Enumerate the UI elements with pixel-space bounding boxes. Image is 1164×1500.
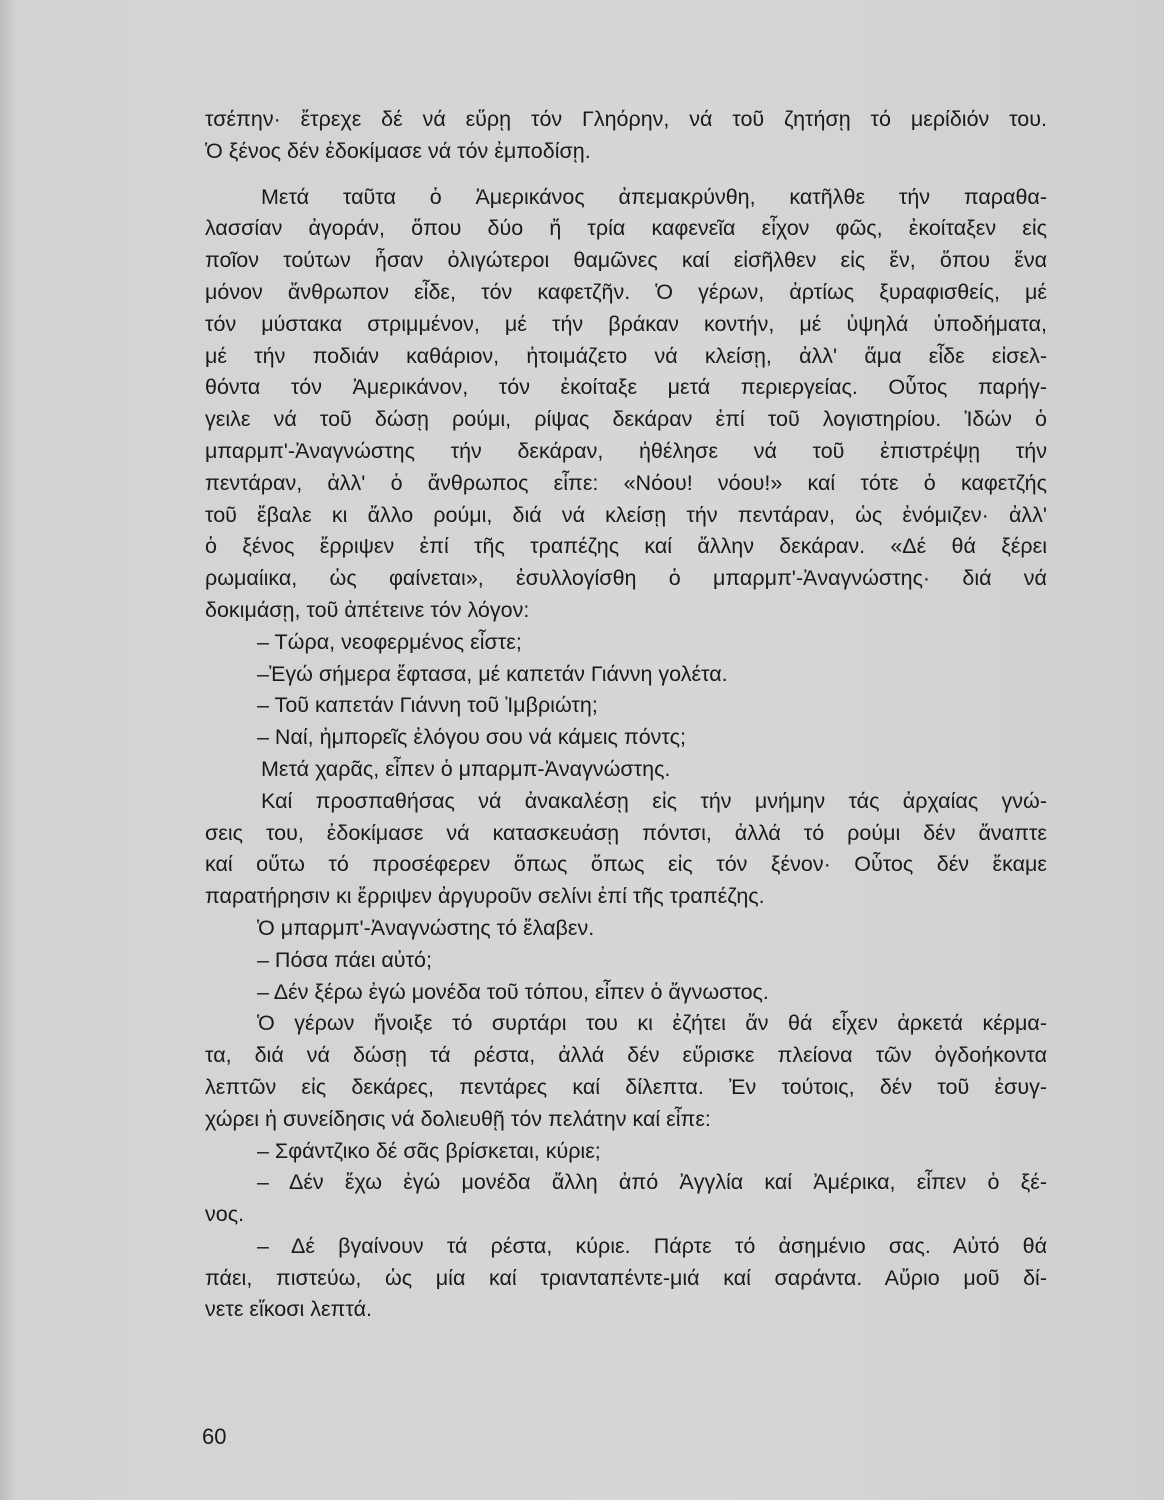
paragraph-gap	[205, 168, 1047, 182]
text-line: δοκιμάσῃ, τοῦ ἀπέτεινε τόν λόγον:	[205, 597, 530, 622]
text-line: λασσίαν ἀγοράν, ὅπου δύο ἤ τρία καφενεῖα εἶχον φῶς, ἐκοίταξεν εἰς	[205, 216, 1047, 241]
text-line: μόνον ἄνθρωπον εἶδε, τόν καφετζῆν. Ὁ γέρων, ἀρτίως ξυραφισθείς, μέ	[205, 279, 1047, 304]
text-line: –Ἐγώ σήμερα ἔφτασα, μέ καπετάν Γιάννη γολέτα.	[257, 661, 728, 686]
text-line: καί οὕτω τό προσέφερεν ὅπως ὅπως εἰς τόν ξένον· Οὗτος δέν ἔκαμε	[205, 852, 1047, 877]
text-line: – Τοῦ καπετάν Γιάννη τοῦ Ἰμβριώτη;	[257, 693, 598, 718]
text-line: ρωμαίικα, ὡς φαίνεται», ἐσυλλογίσθη ὁ μπαρμπ'-Ἀναγνώστης· διά νά	[205, 566, 1047, 591]
text-line: – Δέ βγαίνουν τά ρέστα, κύριε. Πάρτε τό ἀσημένιο σας. Αὐτό θά	[257, 1233, 1047, 1258]
text-line: σεις του, ἐδοκίμασε νά κατασκευάσῃ πόντσι, ἀλλά τό ρούμι δέν ἄναπτε	[205, 820, 1047, 845]
text-line: Μετά ταῦτα ὁ Ἀμερικάνος ἀπεμακρύνθη, κατῆλθε τήν παραθα-	[261, 184, 1047, 209]
text-line: τα, διά νά δώσῃ τά ρέστα, ἀλλά δέν εὕρισκε πλείονα τῶν ὀγδοήκοντα	[205, 1043, 1047, 1068]
text-line: λεπτῶν εἰς δεκάρες, πεντάρες καί δίλεπτα. Ἐν τούτοις, δέν τοῦ ἐσυγ-	[205, 1074, 1047, 1099]
text-line: πάει, πιστεύω, ὡς μία καί τριανταπέντε-μιά καί σαράντα. Αὔριο μοῦ δί-	[205, 1265, 1047, 1290]
text-line: νος.	[205, 1202, 245, 1227]
text-line: – Δέν ἔχω ἐγώ μονέδα ἄλλη ἀπό Ἀγγλία καί Ἀμέρικα, εἶπεν ὁ ξέ-	[257, 1170, 1047, 1195]
text-line: Ὁ μπαρμπ'-Ἀναγνώστης τό ἔλαβεν.	[257, 915, 595, 940]
text-line: Ὁ γέρων ἤνοιξε τό συρτάρι του κι ἐζήτει ἄν θά εἶχεν ἀρκετά κέρμα-	[257, 1011, 1047, 1036]
text-line: μέ τήν ποδιάν καθάριον, ἡτοιμάζετο νά κλείσῃ, ἀλλ' ἅμα εἶδε εἰσελ-	[205, 343, 1047, 368]
text-line: – Πόσα πάει αὐτό;	[257, 947, 432, 972]
text-line: τοῦ ἔβαλε κι ἄλλο ρούμι, διά νά κλείσῃ τήν πεντάραν, ὡς ἐνόμιζεν· ἀλλ'	[205, 502, 1047, 527]
text-line: Καί προσπαθήσας νά ἀνακαλέσῃ εἰς τήν μνήμην τάς ἀρχαίας γνώ-	[261, 788, 1047, 813]
text-line: πεντάραν, ἀλλ' ὁ ἄνθρωπος εἶπε: «Νόου! νόου!» καί τότε ὁ καφετζής	[205, 470, 1047, 495]
text-line: τσέπην· ἔτρεχε δέ νά εὕρῃ τόν Γληόρην, νά τοῦ ζητήσῃ τό μερίδιόν του.	[205, 107, 1047, 131]
text-line: χώρει ἡ συνείδησις νά δολιευθῇ τόν πελάτην καί εἶπε:	[205, 1106, 711, 1131]
text-line: παρατήρησιν κι ἔρριψεν ἀργυροῦν σελίνι ἐπί τῆς τραπέζης.	[205, 884, 765, 909]
page-number: 60	[202, 1424, 227, 1449]
text-line: τόν μύστακα στριμμένον, μέ τήν βράκαν κοντήν, μέ ὑψηλά ὑποδήματα,	[205, 311, 1047, 336]
text-line: νετε εἴκοσι λεπτά.	[205, 1297, 372, 1322]
text-line: – Σφάντζικο δέ σᾶς βρίσκεται, κύριε;	[257, 1138, 601, 1163]
text-line: ποῖον τούτων ἦσαν ὀλιγώτεροι θαμῶνες καί εἰσῆλθεν εἰς ἕν, ὅπου ἕνα	[205, 248, 1047, 273]
text-line: ὁ ξένος ἔρριψεν ἐπί τῆς τραπέζης καί ἄλλην δεκάραν. «Δέ θά ξέρει	[205, 534, 1047, 559]
text-line: θόντα τόν Ἀμερικάνον, τόν ἐκοίταξε μετά περιεργείας. Οὗτος παρήγ-	[205, 375, 1047, 400]
text-line: Ὁ ξένος δέν ἐδοκίμασε νά τόν ἐμποδίσῃ.	[205, 138, 591, 163]
text-line: μπαρμπ'-Ἀναγνώστης τήν δεκάραν, ἠθέλησε νά τοῦ ἐπιστρέψῃ τήν	[205, 438, 1047, 463]
body-text	[205, 104, 1047, 1326]
text-line: Μετά χαρᾶς, εἶπεν ὁ μπαρμπ-Ἀναγνώστης.	[261, 756, 671, 781]
text-line: – Ναί, ἠμπορεῖς ἐλόγου σου νά κάμεις πόντς;	[257, 725, 686, 750]
text-line: – Δέν ξέρω ἐγώ μονέδα τοῦ τόπου, εἶπεν ὁ ἄγνωστος.	[257, 979, 769, 1004]
text-line: γειλε νά τοῦ δώσῃ ρούμι, ρίψας δεκάραν ἐπί τοῦ λογιστηρίου. Ἰδών ὁ	[205, 407, 1047, 432]
text-line: – Τώρα, νεοφερμένος εἶστε;	[257, 629, 522, 654]
